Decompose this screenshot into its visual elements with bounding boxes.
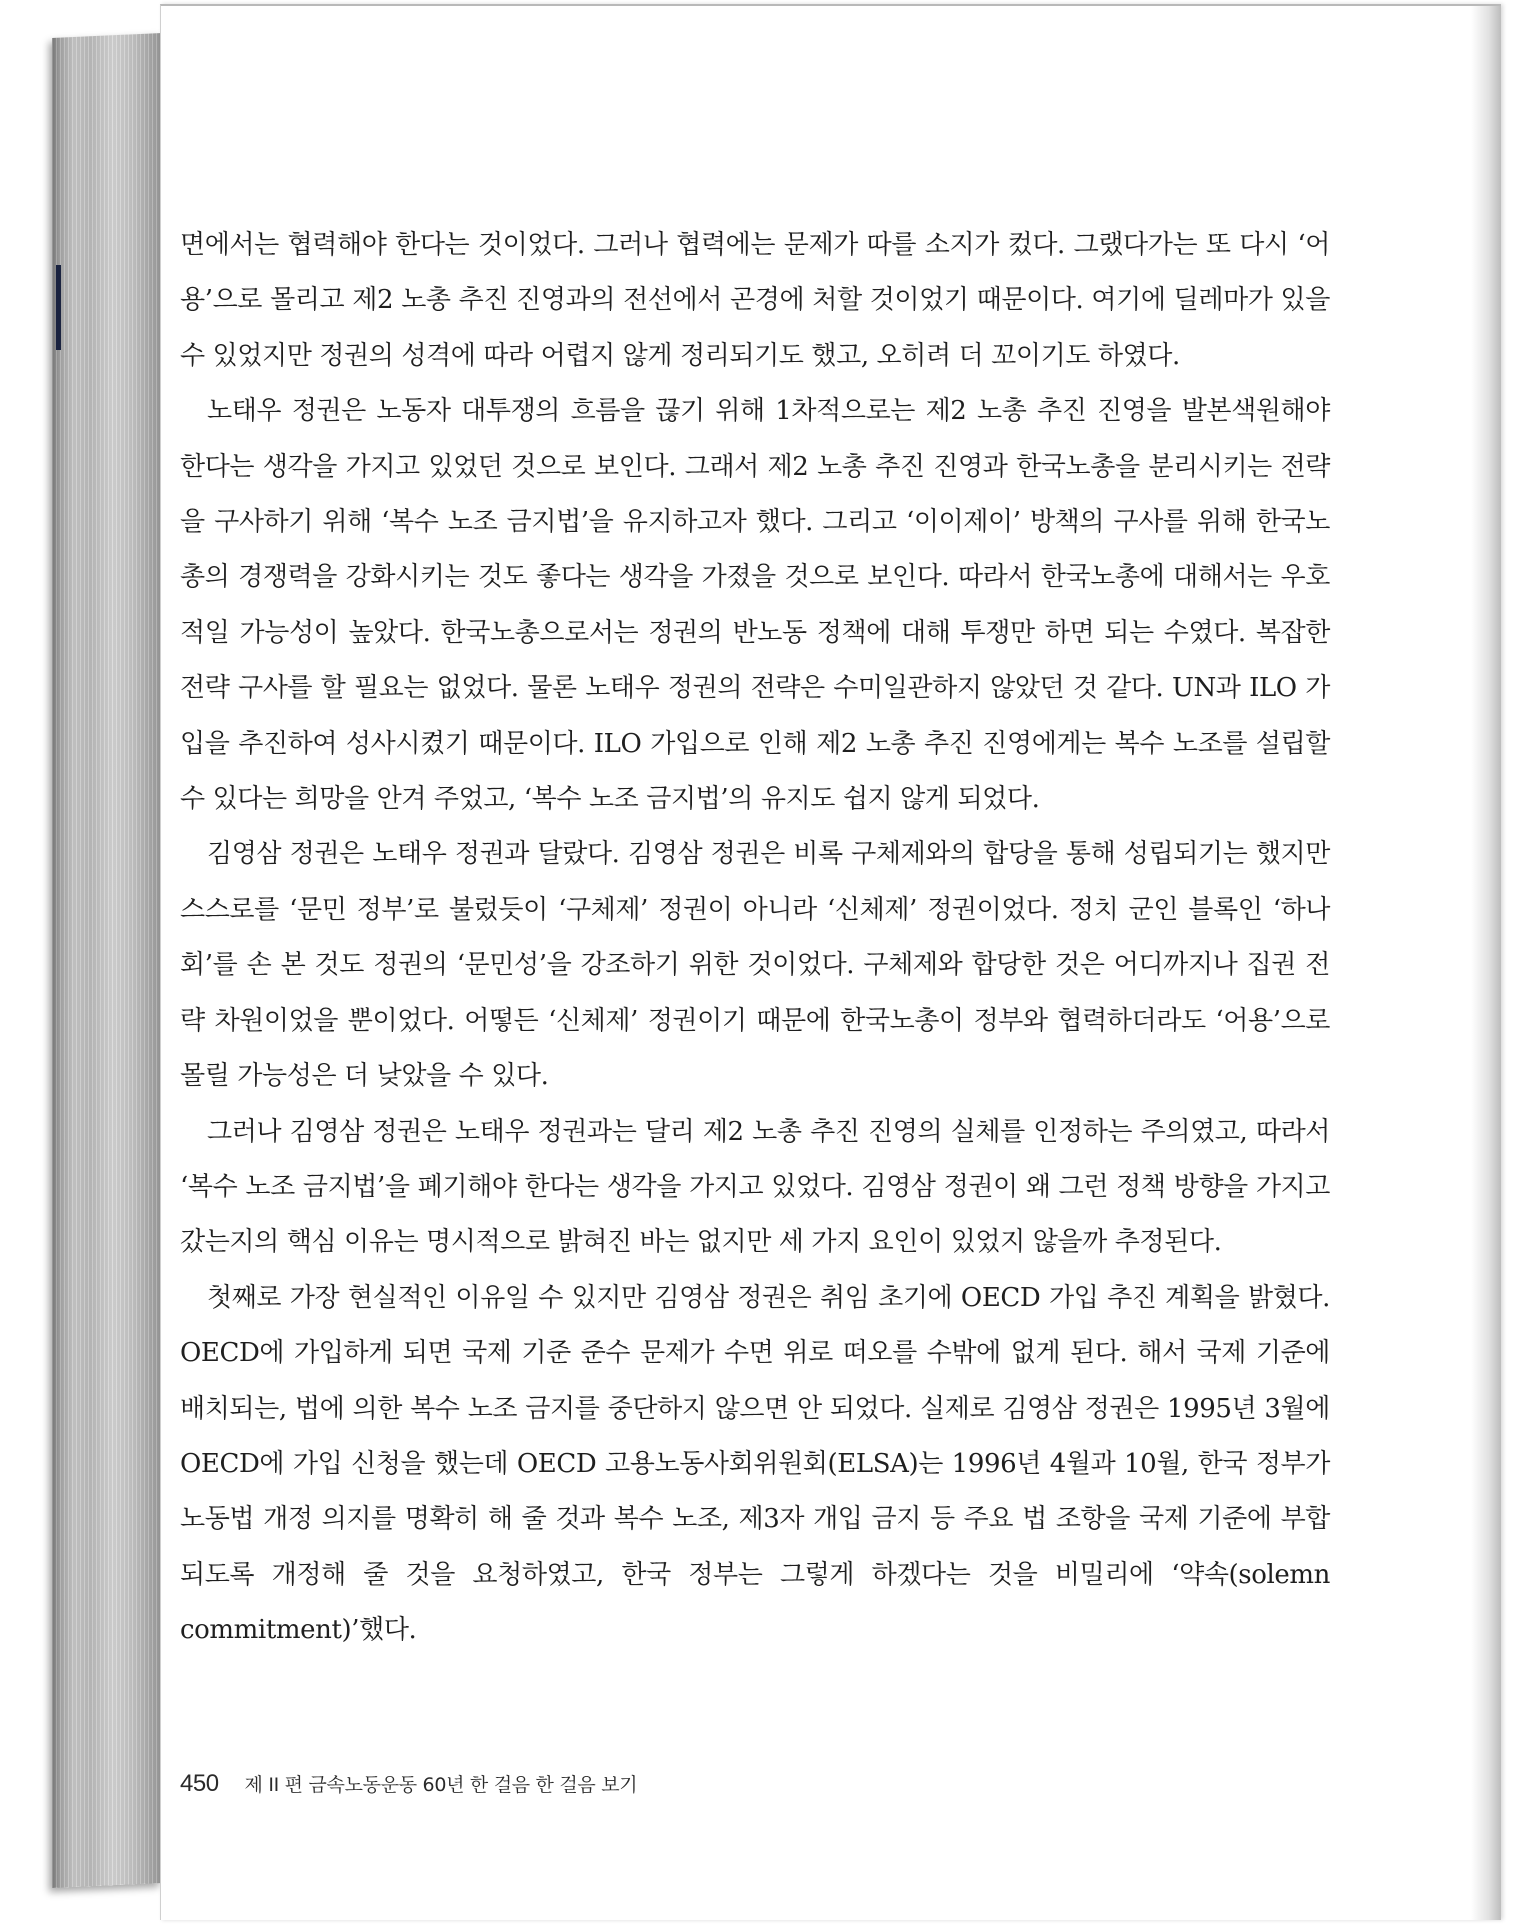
page-stack-edge — [52, 33, 162, 1888]
paragraph-5: 첫째로 가장 현실적인 이유일 수 있지만 김영삼 정권은 취임 초기에 OECD 가입 추진 계획을 밝혔다. OECD에 가입하게 되면 국제 기준 준수 문제가 수면 위로 떠오를 수밖에 없게 된다. 해서 국제 기준에 배치되는, 법에 의한 복수 노조 금지를 중단하지 않으면 안 되었다. 실제로 김영삼 정권은 1995년 3월에 OECD에 가입 신청을 했는데 OECD 고용노동사회위원회(ELSA)는 1996년 4월과 10월, 한국 정부가 노동법 개정 의지를 명확히 해 줄 것과 복수 노조, 제3자 개입 금지 등 주요 법 조항을 국제 기준에 부합되도록 개정해 줄 것을 요청하였고, 한국 정부는 그렇게 하겠다는 것을 비밀리에 ‘약속(solemn commitment)’했다. — [180, 1282, 1330, 1646]
body-text — [180, 218, 1330, 1659]
paragraph-1: 면에서는 협력해야 한다는 것이었다. 그러나 협력에는 문제가 따를 소지가 컸다. 그랬다가는 또 다시 ‘어용’으로 몰리고 제2 노총 추진 진영과의 전선에서 곤경에 처할 것이었기 때문이다. 여기에 딜레마가 있을 수 있었지만 정권의 성격에 따라 어렵지 않게 정리되기도 했고, 오히려 더 꼬이기도 하였다. — [180, 230, 1330, 371]
running-title: 제 II 편 금속노동운동 60년 한 걸음 한 걸음 보기 — [244, 1774, 638, 1796]
paragraph-4: 그러나 김영삼 정권은 노태우 정권과는 달리 제2 노총 추진 진영의 실체를 인정하는 주의였고, 따라서 ‘복수 노조 금지법’을 폐기해야 한다는 생각을 가지고 있었다. 김영삼 정권이 왜 그런 정책 방향을 가지고 갔는지의 핵심 이유는 명시적으로 밝혀진 바는 없지만 세 가지 요인이 있었지 않을까 추정된다. — [180, 1116, 1330, 1258]
page-number: 450 — [180, 1770, 219, 1797]
paragraph-3: 김영삼 정권은 노태우 정권과 달랐다. 김영삼 정권은 비록 구체제와의 합당을 통해 성립되기는 했지만 스스로를 ‘문민 정부’로 불렀듯이 ‘구체제’ 정권이 아니라 ‘신체제’ 정권이었다. 정치 군인 블록인 ‘하나회’를 손 본 것도 정권의 ‘문민성’을 강조하기 위한 것이었다. 구체제와 합당한 것은 어디까지나 집권 전략 차원이었을 뿐이었다. 어떻든 ‘신체제’ 정권이기 때문에 한국노총이 정부와 협력하더라도 ‘어용’으로 몰릴 가능성은 더 낮았을 수 있다. — [180, 839, 1330, 1092]
paragraph-2: 노태우 정권은 노동자 대투쟁의 흐름을 끊기 위해 1차적으로는 제2 노총 추진 진영을 발본색원해야 한다는 생각을 가지고 있었던 것으로 보인다. 그래서 제2 노총 추진 진영과 한국노총을 분리시키는 전략을 구사하기 위해 ‘복수 노조 금지법’을 유지하고자 했다. 그리고 ‘이이제이’ 방책의 구사를 위해 한국노총의 경쟁력을 강화시키는 것도 좋다는 생각을 가졌을 것으로 보인다. 따라서 한국노총에 대해서는 우호적일 가능성이 높았다. 한국노총으로서는 정권의 반노동 정책에 대해 투쟁만 하면 되는 수였다. 복잡한 전략 구사를 할 필요는 없었다. 물론 노태우 정권의 전략은 수미일관하지 않았던 것 같다. UN과 ILO 가입을 추진하여 성사시켰기 때문이다. ILO 가입으로 인해 제2 노총 추진 진영에게는 복수 노조를 설립할 수 있다는 희망을 안겨 주었고, ‘복수 노조 금지법’의 유지도 쉽지 않게 되었다. — [180, 396, 1330, 815]
page-footer — [180, 1770, 1180, 1800]
bookmark-ribbon — [56, 265, 61, 350]
page-curl-shadow — [1471, 6, 1501, 1920]
